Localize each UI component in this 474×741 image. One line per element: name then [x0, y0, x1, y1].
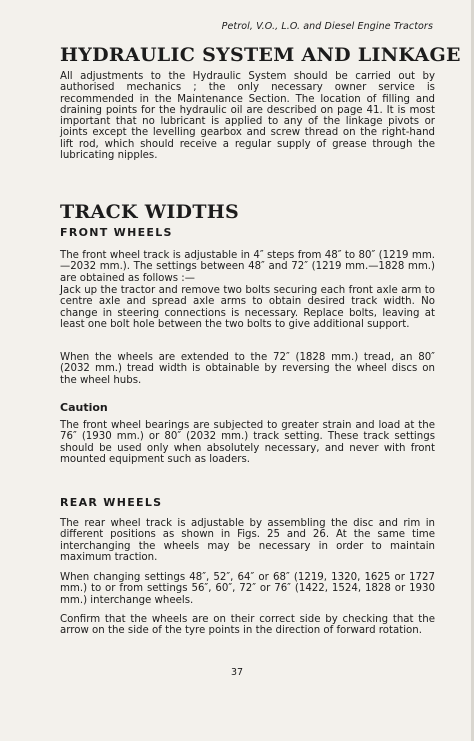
page-number: 37 — [230, 667, 244, 678]
track-widths-heading: TRACK WIDTHS — [60, 201, 240, 223]
front-wheels-paragraph-3: When the wheels are extended to the 72″ (1828 mm.) tread, an 80″ (2032 mm.) tread width is obtainable by reversing the wheel discs on the wheel hubs. — [60, 352, 435, 386]
rear-wheels-paragraph-1: The rear wheel track is adjustable by assembling the disc and rim in different positions as shown in Figs. 25 and 26. At the same time interchanging the wheels may be necessary in order to maintain maximum traction. — [60, 518, 435, 563]
hydraulic-heading: HYDRAULIC SYSTEM AND LINKAGE — [60, 44, 461, 66]
rear-wheels-paragraph-2: When changing settings 48″, 52″, 64″ or 68″ (1219, 1320, 1625 or 1727 mm.) to or from settings 56″, 60″, 72″ or 76″ (1422, 1524, 1828 or 1930 mm.) interchange wheels. — [60, 572, 435, 606]
rear-wheels-heading: REAR WHEELS — [60, 496, 163, 509]
running-header: Petrol, V.O., L.O. and Diesel Engine Tractors — [221, 21, 433, 32]
front-wheels-heading: FRONT WHEELS — [60, 226, 173, 239]
rear-wheels-paragraph-3: Confirm that the wheels are on their correct side by checking that the arrow on the side of the tyre points in the direction of forward rotation. — [60, 614, 435, 637]
caution-heading: Caution — [60, 401, 108, 414]
hydraulic-paragraph: All adjustments to the Hydraulic System should be carried out by authorised mechanics ; the only necessary owner service is recommended in the Maintenance Section. The location of filling and draining points for the hydraulic oil are described on page 41. It is most important that no lubricant is applied to any of the linkage pivots or joints except the levelling gearbox and screw thread on the right-hand lift rod, which should receive a regular supply of grease through the lubricating nipples. — [60, 71, 435, 162]
front-wheels-paragraph-1: The front wheel track is adjustable in 4″ steps from 48″ to 80″ (1219 mm.—2032 mm.). The settings between 48″ and 72″ (1219 mm.—1828 mm.) are obtained as follows :— — [60, 250, 435, 284]
front-wheels-paragraph-2: Jack up the tractor and remove two bolts securing each front axle arm to centre axle and spread axle arms to obtain desired track width. No change in steering connections is necessary. Replace bolts, leaving at least one bolt hole between the two bolts to give additional support. — [60, 285, 435, 330]
caution-paragraph: The front wheel bearings are subjected to greater strain and load at the 76″ (1930 mm.) or 80″ (2032 mm.) track setting. These track settings should be used only when absolutely necessary, and never with front mounted equipment such as loaders. — [60, 420, 435, 465]
